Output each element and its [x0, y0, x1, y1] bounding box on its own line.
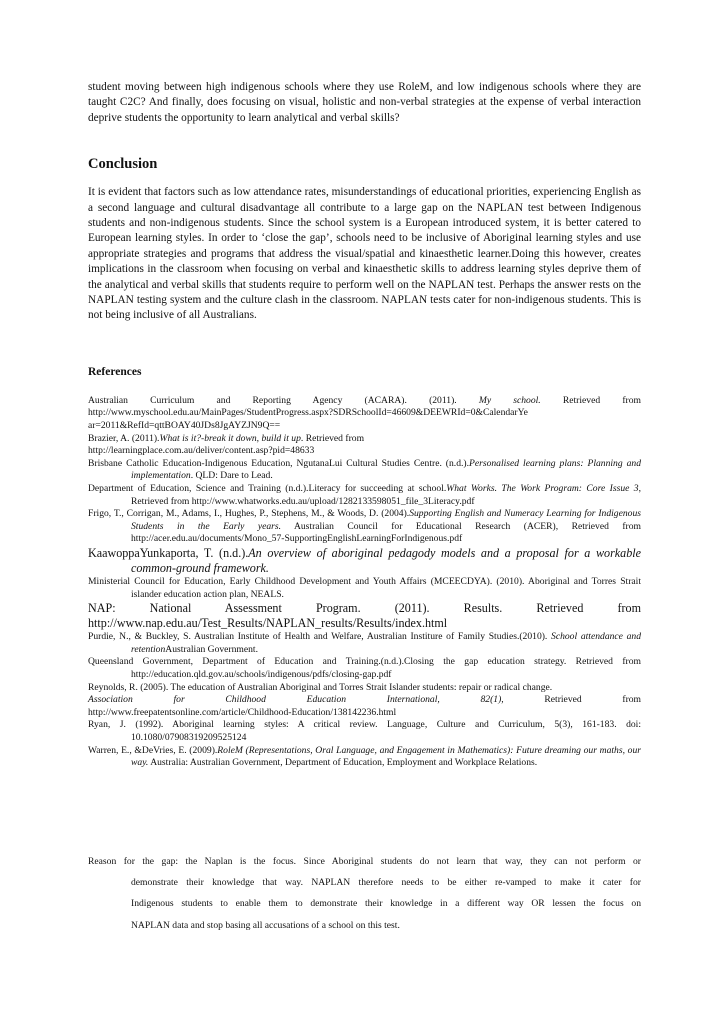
- reference-word: Retrieved: [544, 694, 582, 706]
- intro-paragraph: student moving between high indigenous schools where they use RoleM, and low indigenous schools where they are taught C2C? And finally, does focusing on visual, holistic and non-verbal strategies at the expense of verbal interaction deprive students the opportunity to learn analytical and verbal skills?: [88, 81, 641, 124]
- reference-word: (2011).: [429, 394, 457, 406]
- reference-author: Brisbane Catholic Education-Indigenous Education, NgutanaLui Cultural Studies Centre. (n.d.).: [88, 457, 469, 469]
- reference-title: 82(1),: [480, 694, 504, 706]
- reference-url: http://www.freepatentsonline.com/article/Childhood-Education/138142236.html: [88, 706, 397, 718]
- reference-title: My: [478, 394, 492, 406]
- reference-title: Education: [306, 694, 347, 706]
- reference-word: Results.: [463, 601, 503, 616]
- reference-title: Childhood: [225, 694, 266, 706]
- reference-author: KaawoppaYunkaporta, T. (n.d.).: [88, 546, 249, 560]
- conclusion-paragraph: It is evident that factors such as low attendance rates, misunderstandings of educational priorities, experiencing English as a second language and cultural disadvantage all contribute to a large gap on the NAPLAN test between Indigenous students and non-indigenous students. Since the school system is a European introduced system, it is better catered to European learning styles. In order to ‘close the gap’, schools need to be inclusive of Aboriginal learning styles and use appropriate strategies and programs that address the visual/spatial and kinaesthetic learner.Doing this however, creates implications in the classroom when focusing on verbal and kinaesthetic skills to address learning styles deprive them of the analytical and verbal skills that students require to perform well on the NAPLAN test. Perhaps the answer rests on the NAPLAN testing system and the culture clash in the classroom. NAPLAN tests cater for non-indigenous students. This is not being inclusive of all Australians.: [88, 186, 641, 322]
- reference-title: What is it?-break it down, build it up: [159, 432, 301, 444]
- reference-word: from: [622, 694, 642, 706]
- reference-title: school.: [513, 394, 541, 406]
- reference-word: NAP:: [88, 601, 116, 616]
- spacer: [88, 173, 641, 185]
- gap-note-line: demonstrate their knowledge that way. NAPLAN therefore needs to be either re-vamped to make it cater for: [131, 877, 641, 889]
- reference-author: Department of Education, Science and Training (n.d.).Literacy for succeeding at school.: [88, 483, 447, 495]
- reference-title: International,: [386, 694, 440, 706]
- reference-word: Retrieved: [562, 394, 601, 406]
- reference-title: RoleM (Representations, Oral Language, and Engagement in Mathematics): Future dreaming our maths, our way.: [131, 744, 641, 769]
- reference-entry-purdie: [88, 631, 641, 656]
- reference-word: Agency: [312, 394, 343, 406]
- reference-title: Association: [88, 694, 133, 706]
- reference-entry-deset: [88, 483, 641, 508]
- reference-word: from: [617, 601, 641, 616]
- reference-word: (ACARA).: [364, 394, 407, 406]
- references-heading: References: [88, 365, 142, 378]
- reference-source: Australian Council for Educational Research (ACER), Retrieved from http://acer.edu.au/documents/Mono_57-SupportingEnglishLearningForIndigenous.pdf: [131, 520, 641, 545]
- reference-url: http://www.nap.edu.au/Test_Results/NAPLAN_results/Results/index.html: [88, 616, 448, 631]
- reference-word: from: [622, 394, 641, 406]
- reference-word: Australian: [88, 394, 128, 406]
- reference-author: Purdie, N., & Buckley, S. Australian Institute of Health and Welfare, Australian Institure of Family Studies.(2010).: [88, 631, 552, 643]
- reference-word: Program.: [315, 601, 361, 616]
- reference-word: (2011).: [394, 601, 430, 616]
- reference-title: What Works. The Work Program: Core Issue 3: [446, 483, 639, 495]
- reference-title: for: [173, 694, 185, 706]
- reference-entry-ryan: Ryan, J. (1992). Aboriginal learning styles: A critical review. Language, Culture and Curriculum, 5(3), 161-183. doi: 10.1080/07908319209525124: [88, 719, 641, 743]
- reference-word: Reporting: [252, 394, 291, 406]
- reference-title: School attendance and retention: [131, 631, 642, 655]
- reference-word: Retrieved: [536, 601, 584, 616]
- spacer: [88, 324, 641, 365]
- reference-entry-acara: [88, 395, 641, 433]
- references-list: [88, 395, 641, 770]
- reference-word: Assessment: [224, 601, 282, 616]
- reference-title: Supporting English and Numeracy Learning for Indigenous Students in the Early years.: [131, 508, 641, 532]
- reference-source: . QLD: Dare to Lead.: [190, 470, 273, 482]
- reference-entry-warren: [88, 745, 641, 770]
- reference-entry-frigo: [88, 508, 641, 546]
- reference-entry-brazier: [88, 433, 641, 458]
- reference-author: Brazier, A. (2011).: [88, 432, 160, 444]
- gap-note-line: Indigenous students to enable them to demonstrate their knowledge in a different way OR lessen the focus on: [131, 898, 641, 910]
- reference-source: Australian Government.: [165, 643, 258, 655]
- reference-title: Personalised learning plans: Planning and implementation: [131, 457, 642, 482]
- reference-acara-url: http://www.myschool.edu.au/MainPages/StudentProgress.aspx?SDRSchoolId=46609&DEEWRId=0&CalendarYe: [88, 407, 528, 419]
- reference-author: Reynolds, R. (2005). The education of Australian Aboriginal and Torres Strait Islander students: repair or radical change.: [88, 681, 553, 693]
- reference-entry-kaawoppa: [88, 546, 641, 576]
- reference-source: . Retrieved from: [300, 432, 365, 444]
- reference-word: and: [216, 394, 231, 406]
- reference-acara-first-line: [88, 394, 641, 408]
- spacer: [88, 380, 641, 395]
- gap-note: [88, 851, 641, 936]
- reference-nap-first-line: [88, 601, 641, 616]
- gap-note-line: Reason for the gap: the Naplan is the focus. Since Aboriginal students do not learn that way, they can not perform or: [88, 855, 641, 867]
- reference-entry-mceecdya: Ministerial Council for Education, Early Childhood Development and Youth Affairs (MCEECDYA). (2010). Aboriginal and Torres Strait islander education action plan, NEALS.: [88, 576, 641, 600]
- spacer: [88, 126, 641, 155]
- reference-word: National: [149, 601, 192, 616]
- reference-entry-nap: [88, 601, 641, 631]
- reference-source: Australia: Australian Government, Department of Education, Employment and Workplace Relations.: [148, 757, 538, 769]
- conclusion-heading: Conclusion: [88, 156, 158, 173]
- reference-author: Warren, E., &DeVries, E. (2009).: [88, 744, 218, 756]
- reference-entry-queensland: Queensland Government, Department of Education and Training.(n.d.).Closing the gap education strategy. Retrieved from http://education.qld.gov.au/schools/indigenous/pdfs/closing-gap.pdf: [88, 656, 641, 680]
- document-page: [88, 80, 641, 936]
- gap-note-line: NAPLAN data and stop basing all accusations of a school on this test.: [131, 919, 400, 931]
- reference-url: http://learningplace.com.au/deliver/content.asp?pid=48633: [88, 445, 315, 457]
- reference-word: Curriculum: [150, 394, 195, 406]
- reference-entry-brisbane: [88, 458, 641, 483]
- reference-source: , Retrieved from http://www.whatworks.edu.au/upload/1282133598051_file_3Literacy.pdf: [131, 483, 641, 507]
- reference-author: Frigo, T., Corrigan, M., Adams, I., Hughes, P., Stephens, M., & Woods, D. (2004).: [88, 508, 410, 520]
- reference-entry-reynolds: [88, 682, 641, 720]
- reference-reynolds-journal-line: [88, 694, 642, 707]
- spacer: [88, 770, 641, 851]
- reference-title: An overview of aboriginal pedagody models and a proposal for a workable common-ground framework.: [131, 546, 641, 575]
- reference-acara-url-tail: ar=2011&RefId=qttBOAY40JDs8JgAYZJN9Q==: [88, 420, 281, 432]
